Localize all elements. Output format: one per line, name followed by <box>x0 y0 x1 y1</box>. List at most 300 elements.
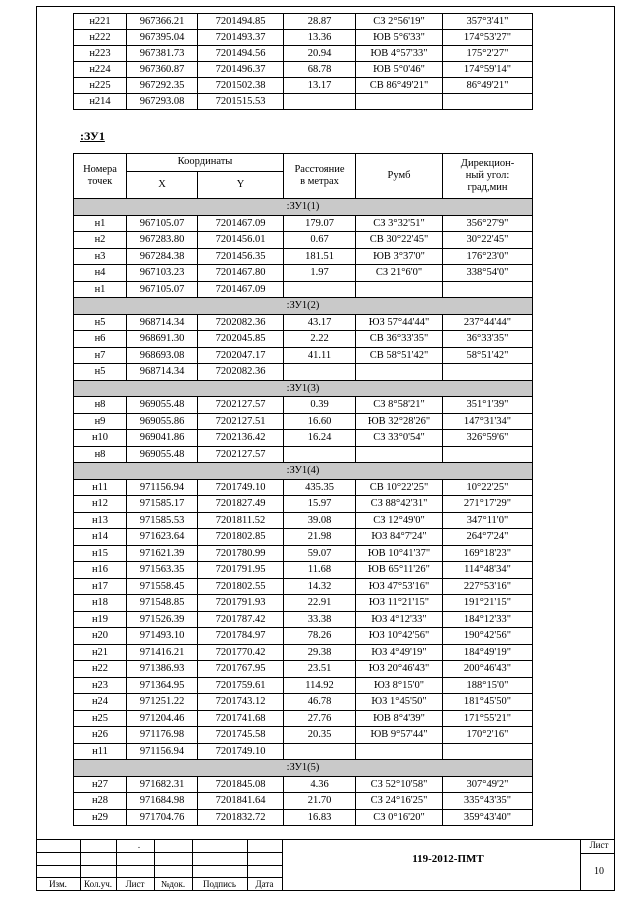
rumb-cell: СЗ 24°16'25" <box>356 793 443 810</box>
direction-cell: 184°12'33" <box>443 611 533 628</box>
distance-cell: 27.76 <box>284 710 356 727</box>
x-cell: 971704.76 <box>127 809 198 826</box>
point-cell: н3 <box>74 248 127 265</box>
y-cell: 7201845.08 <box>198 776 284 793</box>
rumb-cell <box>356 94 443 110</box>
header-y: Y <box>198 171 284 198</box>
x-cell: 969055.48 <box>127 397 198 414</box>
distance-cell: 41.11 <box>284 347 356 364</box>
section-title: :ЗУ1(2) <box>74 298 533 315</box>
table-row <box>74 793 533 810</box>
y-cell: 7201770.42 <box>198 644 284 661</box>
distance-cell: 28.87 <box>284 14 356 30</box>
direction-cell <box>443 364 533 381</box>
direction-cell <box>443 446 533 463</box>
distance-cell: 46.78 <box>284 694 356 711</box>
rumb-cell <box>356 446 443 463</box>
sheet-number: 10 <box>594 866 604 877</box>
y-cell: 7201802.85 <box>198 529 284 546</box>
direction-cell: 359°43'40" <box>443 809 533 826</box>
x-cell: 971156.94 <box>127 743 198 760</box>
x-cell: 967366.21 <box>127 14 198 30</box>
distance-cell <box>284 94 356 110</box>
direction-cell <box>443 743 533 760</box>
direction-cell <box>443 94 533 110</box>
distance-cell: 1.97 <box>284 265 356 282</box>
point-cell: н16 <box>74 562 127 579</box>
x-cell: 971548.85 <box>127 595 198 612</box>
stamp-dot: . <box>137 840 141 850</box>
x-cell: 971156.94 <box>127 479 198 496</box>
point-cell: н29 <box>74 809 127 826</box>
distance-cell: 0.67 <box>284 232 356 249</box>
section-header-row <box>74 463 533 480</box>
table-row <box>74 809 533 826</box>
point-cell: н2 <box>74 232 127 249</box>
x-cell: 967105.07 <box>127 281 198 298</box>
y-cell: 7202127.57 <box>198 397 284 414</box>
x-cell: 968714.34 <box>127 314 198 331</box>
distance-cell: 11.68 <box>284 562 356 579</box>
table-row <box>74 694 533 711</box>
direction-cell: 181°45'50" <box>443 694 533 711</box>
rumb-cell: ЮВ 5°6'33" <box>356 30 443 46</box>
header-coordinates: Координаты <box>127 154 284 172</box>
distance-cell <box>284 281 356 298</box>
distance-cell: 435.35 <box>284 479 356 496</box>
y-cell: 7201456.35 <box>198 248 284 265</box>
rumb-cell: ЮВ 5°0'46" <box>356 62 443 78</box>
x-cell: 967293.08 <box>127 94 198 110</box>
rumb-cell: СВ 58°51'42" <box>356 347 443 364</box>
continued-coordinates-table <box>73 13 533 110</box>
x-cell: 971558.45 <box>127 578 198 595</box>
table-row <box>74 776 533 793</box>
point-cell: н8 <box>74 446 127 463</box>
y-cell: 7201784.97 <box>198 628 284 645</box>
y-cell: 7201787.42 <box>198 611 284 628</box>
point-cell: н23 <box>74 677 127 694</box>
distance-cell: 23.51 <box>284 661 356 678</box>
x-cell: 968691.30 <box>127 331 198 348</box>
x-cell: 971621.39 <box>127 545 198 562</box>
distance-cell: 68.78 <box>284 62 356 78</box>
rumb-cell: ЮЗ 84°7'24" <box>356 529 443 546</box>
point-cell: н12 <box>74 496 127 513</box>
x-cell: 967284.38 <box>127 248 198 265</box>
direction-cell: 36°33'35" <box>443 331 533 348</box>
direction-cell: 114°48'34" <box>443 562 533 579</box>
stamp-label-kol-uch: Кол.уч. <box>84 879 112 889</box>
distance-cell: 21.98 <box>284 529 356 546</box>
distance-cell: 16.83 <box>284 809 356 826</box>
y-cell: 7201841.64 <box>198 793 284 810</box>
x-cell: 971585.53 <box>127 512 198 529</box>
table-row <box>74 562 533 579</box>
table-row <box>74 14 533 30</box>
direction-cell: 170°2'16" <box>443 727 533 744</box>
point-cell: н223 <box>74 46 127 62</box>
table-row <box>74 430 533 447</box>
section-title: :ЗУ1(4) <box>74 463 533 480</box>
direction-cell: 10°22'25" <box>443 479 533 496</box>
y-cell: 7201741.68 <box>198 710 284 727</box>
y-cell: 7201456.01 <box>198 232 284 249</box>
table-row <box>74 397 533 414</box>
table-row <box>74 232 533 249</box>
rumb-cell: ЮВ 65°11'26" <box>356 562 443 579</box>
point-cell: н13 <box>74 512 127 529</box>
direction-cell: 171°55'21" <box>443 710 533 727</box>
rumb-cell: СЗ 3°32'51" <box>356 215 443 232</box>
x-cell: 967283.80 <box>127 232 198 249</box>
y-cell: 7201827.49 <box>198 496 284 513</box>
rumb-cell <box>356 281 443 298</box>
distance-cell: 0.39 <box>284 397 356 414</box>
distance-cell: 15.97 <box>284 496 356 513</box>
point-cell: н11 <box>74 479 127 496</box>
title-block <box>36 839 615 891</box>
direction-cell: 335°43'35" <box>443 793 533 810</box>
rumb-cell: ЮВ 32°28'26" <box>356 413 443 430</box>
x-cell: 971682.31 <box>127 776 198 793</box>
distance-cell: 13.17 <box>284 78 356 94</box>
distance-cell: 2.22 <box>284 331 356 348</box>
y-cell: 7201745.58 <box>198 727 284 744</box>
point-cell: н8 <box>74 397 127 414</box>
rumb-cell: ЮЗ 10°42'56" <box>356 628 443 645</box>
point-cell: н225 <box>74 78 127 94</box>
y-cell: 7202136.42 <box>198 430 284 447</box>
document-code: 119-2012-ПМТ <box>412 853 484 865</box>
x-cell: 971204.46 <box>127 710 198 727</box>
distance-cell: 114.92 <box>284 677 356 694</box>
point-cell: н222 <box>74 30 127 46</box>
distance-cell: 13.36 <box>284 30 356 46</box>
table-row <box>74 496 533 513</box>
y-cell: 7201467.09 <box>198 215 284 232</box>
y-cell: 7202127.57 <box>198 446 284 463</box>
direction-cell: 227°53'16" <box>443 578 533 595</box>
point-cell: н7 <box>74 347 127 364</box>
table-row <box>74 644 533 661</box>
point-cell: н20 <box>74 628 127 645</box>
direction-cell: 174°53'27" <box>443 30 533 46</box>
table-row <box>74 710 533 727</box>
direction-cell: 307°49'2" <box>443 776 533 793</box>
direction-cell: 237°44'44" <box>443 314 533 331</box>
section-caption: :ЗУ1 <box>80 129 105 143</box>
rumb-cell: ЮЗ 1°45'50" <box>356 694 443 711</box>
table-row <box>74 611 533 628</box>
x-cell: 971563.35 <box>127 562 198 579</box>
direction-cell: 271°17'29" <box>443 496 533 513</box>
stamp-label-podpis: Подпись <box>202 879 237 889</box>
point-cell: н6 <box>74 331 127 348</box>
x-cell: 971364.95 <box>127 677 198 694</box>
rumb-cell: СВ 36°33'35" <box>356 331 443 348</box>
table-row <box>74 347 533 364</box>
y-cell: 7201749.10 <box>198 479 284 496</box>
direction-cell: 338°54'0" <box>443 265 533 282</box>
y-cell: 7201515.53 <box>198 94 284 110</box>
table-row <box>74 727 533 744</box>
table-row <box>74 364 533 381</box>
header-direction-angle: Дирекцион- ный угол: град,мин <box>443 154 533 199</box>
stamp-label-list: Лист <box>125 879 145 889</box>
header-distance: Расстояние в метрах <box>284 154 356 199</box>
rumb-cell: ЮЗ 57°44'44" <box>356 314 443 331</box>
distance-cell: 59.07 <box>284 545 356 562</box>
table-row <box>74 479 533 496</box>
point-cell: н5 <box>74 314 127 331</box>
point-cell: н15 <box>74 545 127 562</box>
x-cell: 967381.73 <box>127 46 198 62</box>
table-row <box>74 661 533 678</box>
direction-cell: 86°49'21" <box>443 78 533 94</box>
rumb-cell: СЗ 33°0'54" <box>356 430 443 447</box>
y-cell: 7202082.36 <box>198 314 284 331</box>
y-cell: 7202045.85 <box>198 331 284 348</box>
point-cell: н28 <box>74 793 127 810</box>
y-cell: 7201494.85 <box>198 14 284 30</box>
direction-cell <box>443 281 533 298</box>
distance-cell: 21.70 <box>284 793 356 810</box>
rumb-cell: ЮЗ 20°46'43" <box>356 661 443 678</box>
x-cell: 971493.10 <box>127 628 198 645</box>
direction-cell: 191°21'15" <box>443 595 533 612</box>
rumb-cell: СВ 10°22'25" <box>356 479 443 496</box>
direction-cell: 351°1'39" <box>443 397 533 414</box>
x-cell: 969055.86 <box>127 413 198 430</box>
point-cell: н5 <box>74 364 127 381</box>
direction-cell: 347°11'0" <box>443 512 533 529</box>
distance-cell: 16.60 <box>284 413 356 430</box>
section-title: :ЗУ1(3) <box>74 380 533 397</box>
x-cell: 967103.23 <box>127 265 198 282</box>
y-cell: 7201743.12 <box>198 694 284 711</box>
direction-cell: 190°42'56" <box>443 628 533 645</box>
rumb-cell: СЗ 88°42'31" <box>356 496 443 513</box>
direction-cell: 184°49'19" <box>443 644 533 661</box>
y-cell: 7201811.52 <box>198 512 284 529</box>
y-cell: 7201493.37 <box>198 30 284 46</box>
table-row <box>74 545 533 562</box>
point-cell: н27 <box>74 776 127 793</box>
header-x: X <box>127 171 198 198</box>
table-row <box>74 62 533 78</box>
y-cell: 7201767.95 <box>198 661 284 678</box>
table-row <box>74 628 533 645</box>
point-cell: н10 <box>74 430 127 447</box>
direction-cell: 176°23'0" <box>443 248 533 265</box>
direction-cell: 200°46'43" <box>443 661 533 678</box>
rumb-cell: ЮВ 8°4'39" <box>356 710 443 727</box>
section-title: :ЗУ1(1) <box>74 199 533 216</box>
direction-cell: 356°27'9" <box>443 215 533 232</box>
x-cell: 968693.08 <box>127 347 198 364</box>
rumb-cell: ЮВ 10°41'37" <box>356 545 443 562</box>
y-cell: 7202082.36 <box>198 364 284 381</box>
rumb-cell: ЮЗ 47°53'16" <box>356 578 443 595</box>
rumb-cell: СЗ 12°49'0" <box>356 512 443 529</box>
point-cell: н21 <box>74 644 127 661</box>
y-cell: 7201802.55 <box>198 578 284 595</box>
distance-cell: 29.38 <box>284 644 356 661</box>
direction-cell: 174°59'14" <box>443 62 533 78</box>
rumb-cell: СВ 30°22'45" <box>356 232 443 249</box>
table-row <box>74 314 533 331</box>
distance-cell: 20.35 <box>284 727 356 744</box>
section-title: :ЗУ1(5) <box>74 760 533 777</box>
direction-cell: 175°2'27" <box>443 46 533 62</box>
x-cell: 969055.48 <box>127 446 198 463</box>
x-cell: 971526.39 <box>127 611 198 628</box>
table-row <box>74 413 533 430</box>
table-row <box>74 512 533 529</box>
rumb-cell: СЗ 21°6'0" <box>356 265 443 282</box>
rumb-cell: СВ 86°49'21" <box>356 78 443 94</box>
point-cell: н224 <box>74 62 127 78</box>
distance-cell <box>284 446 356 463</box>
distance-cell <box>284 743 356 760</box>
distance-cell: 43.17 <box>284 314 356 331</box>
point-cell: н221 <box>74 14 127 30</box>
point-cell: н14 <box>74 529 127 546</box>
rumb-cell <box>356 364 443 381</box>
stamp-label-izm: Изм. <box>49 879 67 889</box>
stamp-label-ndok: №док. <box>160 879 186 889</box>
x-cell: 971416.21 <box>127 644 198 661</box>
table-row <box>74 446 533 463</box>
distance-cell: 39.08 <box>284 512 356 529</box>
direction-cell: 357°3'41" <box>443 14 533 30</box>
direction-cell: 326°59'6" <box>443 430 533 447</box>
table-row <box>74 595 533 612</box>
distance-cell: 181.51 <box>284 248 356 265</box>
point-cell: н9 <box>74 413 127 430</box>
x-cell: 971386.93 <box>127 661 198 678</box>
section-header-row <box>74 380 533 397</box>
rumb-cell: ЮВ 9°57'44" <box>356 727 443 744</box>
y-cell: 7201467.09 <box>198 281 284 298</box>
x-cell: 971623.64 <box>127 529 198 546</box>
rumb-cell: ЮЗ 11°21'15" <box>356 595 443 612</box>
sheet-label: Лист <box>589 840 609 850</box>
section-header-row <box>74 199 533 216</box>
rumb-cell: ЮЗ 8°15'0" <box>356 677 443 694</box>
header-rumb: Румб <box>356 154 443 199</box>
rumb-cell <box>356 743 443 760</box>
point-cell: н22 <box>74 661 127 678</box>
distance-cell: 20.94 <box>284 46 356 62</box>
x-cell: 967395.04 <box>127 30 198 46</box>
y-cell: 7201791.93 <box>198 595 284 612</box>
direction-cell: 264°7'24" <box>443 529 533 546</box>
coordinates-table <box>73 153 533 826</box>
rumb-cell: ЮВ 4°57'33" <box>356 46 443 62</box>
distance-cell: 33.38 <box>284 611 356 628</box>
x-cell: 971176.98 <box>127 727 198 744</box>
table-row <box>74 331 533 348</box>
rumb-cell: ЮЗ 4°49'19" <box>356 644 443 661</box>
x-cell: 967360.87 <box>127 62 198 78</box>
point-cell: н11 <box>74 743 127 760</box>
direction-cell: 30°22'45" <box>443 232 533 249</box>
point-cell: н26 <box>74 727 127 744</box>
distance-cell: 22.91 <box>284 595 356 612</box>
y-cell: 7202127.51 <box>198 413 284 430</box>
point-cell: н17 <box>74 578 127 595</box>
x-cell: 971585.17 <box>127 496 198 513</box>
x-cell: 969041.86 <box>127 430 198 447</box>
x-cell: 971251.22 <box>127 694 198 711</box>
distance-cell: 179.07 <box>284 215 356 232</box>
stamp-label-data: Дата <box>255 879 274 889</box>
rumb-cell: ЮЗ 4°12'33" <box>356 611 443 628</box>
section-header-row <box>74 760 533 777</box>
distance-cell: 78.26 <box>284 628 356 645</box>
y-cell: 7201749.10 <box>198 743 284 760</box>
distance-cell <box>284 364 356 381</box>
table-row <box>74 265 533 282</box>
rumb-cell: ЮВ 3°37'0" <box>356 248 443 265</box>
table-row <box>74 281 533 298</box>
point-cell: н4 <box>74 265 127 282</box>
distance-cell: 4.36 <box>284 776 356 793</box>
y-cell: 7201467.80 <box>198 265 284 282</box>
point-cell: н1 <box>74 281 127 298</box>
y-cell: 7201496.37 <box>198 62 284 78</box>
distance-cell: 16.24 <box>284 430 356 447</box>
table-row <box>74 78 533 94</box>
x-cell: 967105.07 <box>127 215 198 232</box>
rumb-cell: СЗ 0°16'20" <box>356 809 443 826</box>
point-cell: н18 <box>74 595 127 612</box>
point-cell: н24 <box>74 694 127 711</box>
point-cell: н214 <box>74 94 127 110</box>
y-cell: 7201502.38 <box>198 78 284 94</box>
table-row <box>74 215 533 232</box>
table-row <box>74 248 533 265</box>
point-cell: н25 <box>74 710 127 727</box>
header-point-numbers: Номера точек <box>74 154 127 199</box>
direction-cell: 147°31'34" <box>443 413 533 430</box>
y-cell: 7201832.72 <box>198 809 284 826</box>
table-row <box>74 46 533 62</box>
y-cell: 7202047.17 <box>198 347 284 364</box>
direction-cell: 169°18'23" <box>443 545 533 562</box>
table-row <box>74 677 533 694</box>
direction-cell: 188°15'0" <box>443 677 533 694</box>
rumb-cell: СЗ 2°56'19" <box>356 14 443 30</box>
table-row <box>74 30 533 46</box>
x-cell: 968714.34 <box>127 364 198 381</box>
table-row <box>74 578 533 595</box>
y-cell: 7201780.99 <box>198 545 284 562</box>
distance-cell: 14.32 <box>284 578 356 595</box>
x-cell: 967292.35 <box>127 78 198 94</box>
y-cell: 7201759.61 <box>198 677 284 694</box>
rumb-cell: СЗ 52°10'58" <box>356 776 443 793</box>
section-header-row <box>74 298 533 315</box>
table-row <box>74 94 533 110</box>
y-cell: 7201494.56 <box>198 46 284 62</box>
table-row <box>74 743 533 760</box>
point-cell: н19 <box>74 611 127 628</box>
rumb-cell: СЗ 8°58'21" <box>356 397 443 414</box>
direction-cell: 58°51'42" <box>443 347 533 364</box>
